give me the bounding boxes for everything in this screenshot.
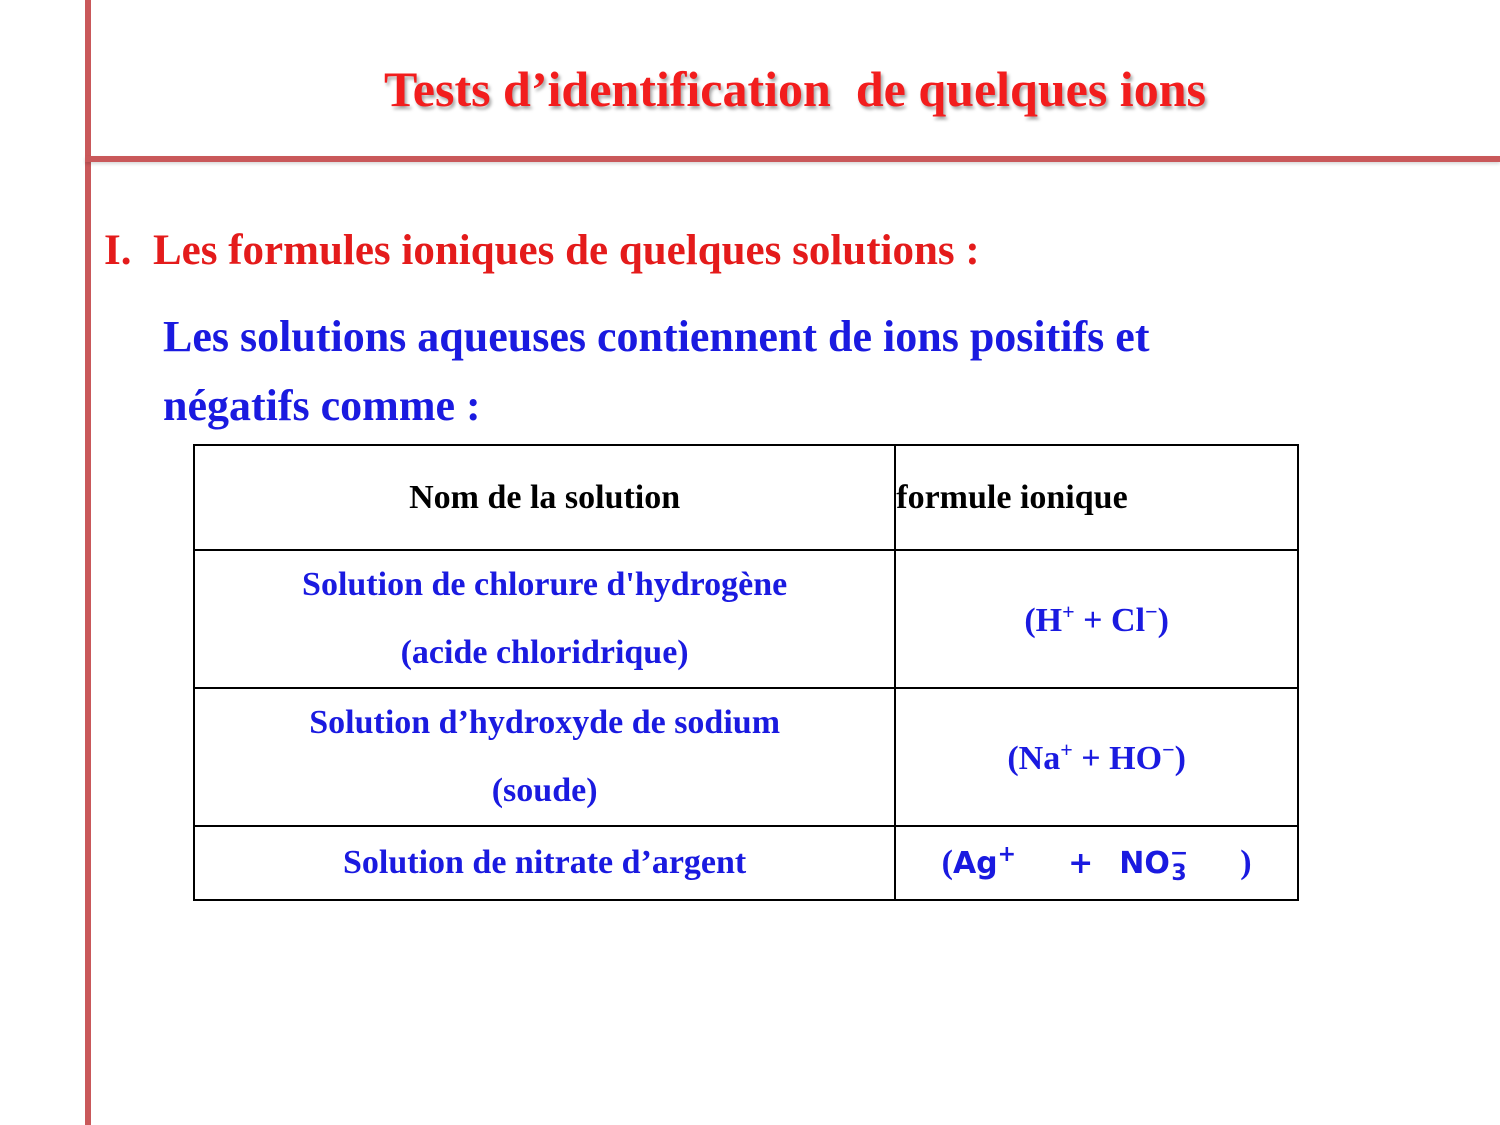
table-row [194, 826, 1298, 900]
formula-cation: (Na [1007, 739, 1061, 777]
formula-plus: + [1072, 739, 1110, 777]
solution-name-cell [194, 826, 895, 900]
solution-common-name: (acide chloridrique) [400, 634, 689, 671]
header-solution-name: Nom de la solution [194, 445, 895, 550]
cation-charge: + [1062, 598, 1075, 624]
formula-close: ) [1157, 601, 1169, 639]
anion-charge: − [1145, 598, 1158, 624]
cation-charge: + [1060, 736, 1073, 762]
intro-line-2: négatifs comme : [163, 381, 481, 430]
formula-anion: HO [1109, 739, 1163, 777]
anion-charge: − [1162, 736, 1175, 762]
cation-charge: + [997, 841, 1017, 867]
formula-plus: + [1074, 601, 1112, 639]
title-underline-rule [85, 156, 1500, 162]
section-heading [104, 226, 980, 275]
table-row [194, 688, 1298, 826]
section-number: I. [104, 227, 132, 274]
solution-name: Solution de chlorure d'hydrogène [302, 566, 788, 603]
formula-plus: + [1068, 845, 1094, 881]
page-title: Tests d’identification de quelques ions [384, 61, 1206, 117]
ionic-formula-cell [895, 688, 1298, 826]
formula-close: ) [1240, 843, 1252, 881]
formula-close: ) [1174, 739, 1186, 777]
table-header-row [194, 445, 1298, 550]
cation-symbol: Ag [952, 845, 998, 881]
header-ionic-formula: formule ionique [895, 445, 1298, 550]
anion-charge: − [1169, 841, 1189, 867]
ions-table [193, 444, 1299, 901]
solution-name-cell [194, 550, 895, 688]
left-vertical-rule [85, 0, 91, 1125]
formula-open: ( [941, 843, 953, 881]
solution-name: Solution d’hydroxyde de sodium [309, 704, 781, 741]
solution-name-cell [194, 688, 895, 826]
solution-common-name: (soude) [491, 772, 598, 809]
formula-anion [1119, 841, 1189, 887]
ionic-formula-cell [895, 550, 1298, 688]
formula-cation [952, 841, 1017, 881]
anion-subscript: 3 [1171, 861, 1187, 887]
intro-line-1: Les solutions aqueuses contiennent de ions positifs et [163, 312, 1150, 361]
anion-symbol: NO [1119, 845, 1170, 881]
solution-name: Solution de nitrate d’argent [342, 844, 747, 881]
formula-anion: Cl [1111, 601, 1146, 639]
ionic-formula-cell [895, 826, 1298, 900]
table-row [194, 550, 1298, 688]
formula-cation: (H [1024, 601, 1063, 639]
section-title: Les formules ioniques de quelques solutions : [152, 227, 980, 274]
intro-paragraph [163, 302, 1363, 440]
